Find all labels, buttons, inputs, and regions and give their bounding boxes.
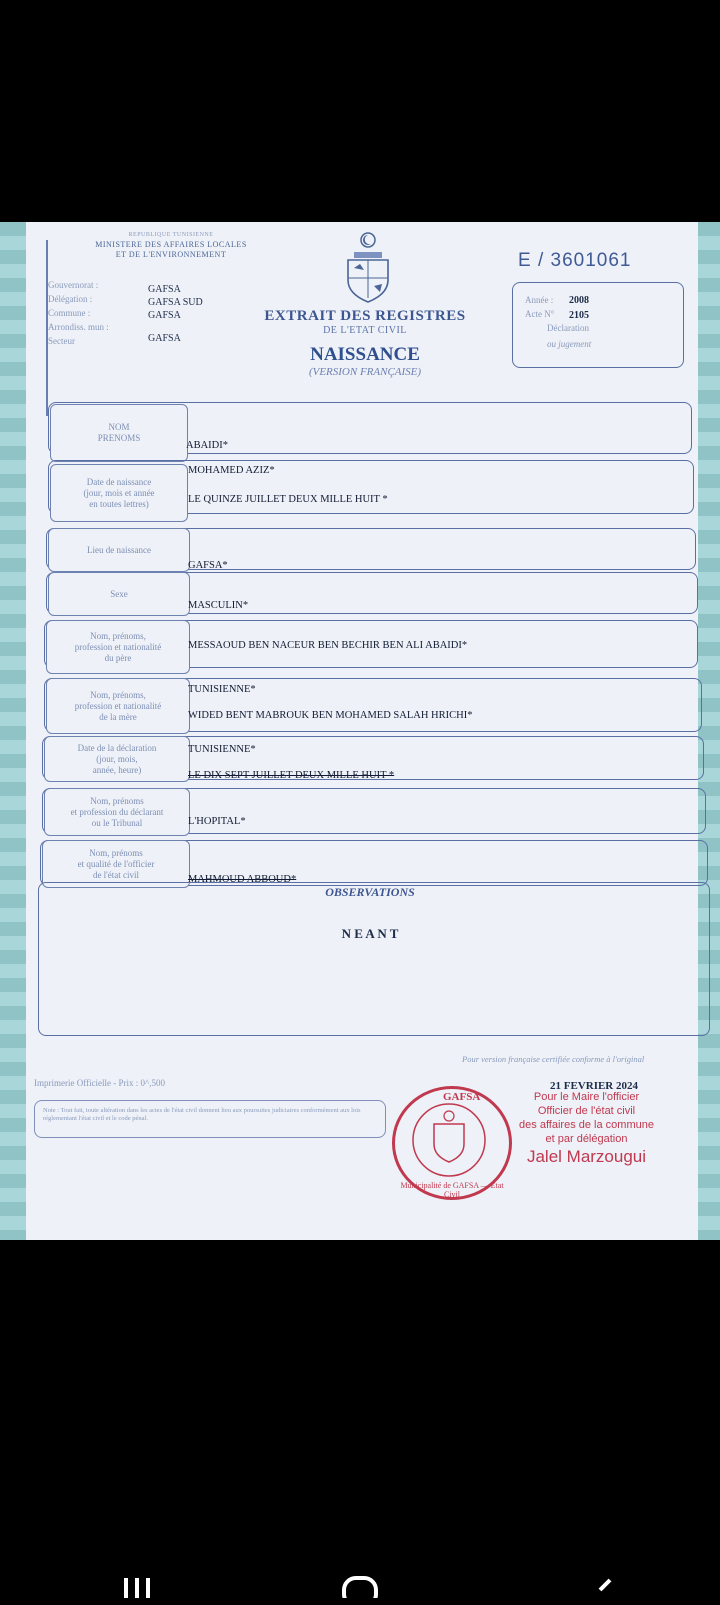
certified-text: Pour version française certifiée conforme à l'original (462, 1054, 645, 1064)
admin-value: GAFSA (148, 284, 181, 295)
coat-of-arms-icon (340, 228, 396, 306)
label-nom-prenoms: NOM PRENOMS (50, 404, 188, 462)
value-lieu-naissance: GAFSA* (188, 560, 228, 571)
value-date-declaration: LE DIX SEPT JUILLET DEUX MILLE HUIT * (188, 770, 395, 781)
header-divider (46, 240, 48, 416)
act-label: Acte N° (525, 309, 555, 319)
label-declarant: Nom, prénoms et profession du déclarant ou le Tribunal (44, 788, 190, 836)
sign-line-1: Pour le Maire l'officier (533, 1091, 640, 1103)
observations-text: N E A N T (341, 926, 399, 941)
admin-value: GAFSA (148, 310, 181, 321)
value-date-naissance: LE QUINZE JUILLET DEUX MILLE HUIT * (188, 494, 388, 505)
value-declarant: L'HOPITAL* (188, 816, 246, 827)
decorative-border-left (0, 222, 26, 1240)
label-mere: Nom, prénoms, profession et nationalité de la mère (46, 678, 190, 734)
ministry-line-2: ET DE L'ENVIRONNEMENT (115, 250, 227, 259)
admin-label: Commune : (48, 308, 91, 318)
admin-value: GAFSA (148, 333, 181, 344)
sign-line-3: des affaires de la commune (519, 1119, 654, 1131)
admin-label: Gouvernorat : (48, 280, 99, 290)
serial-number: E / 3601061 (518, 250, 632, 271)
label-lieu-naissance: Lieu de naissance (48, 528, 190, 572)
signatory-name: Jalel Marzougui (526, 1147, 647, 1166)
act-box (512, 282, 684, 368)
label-officier: Nom, prénoms et qualité de l'officier de l'état civil (42, 840, 190, 888)
declaration-text: Déclaration (547, 323, 589, 333)
note-text: Note : Tout fait, toute altération dans les actes de l'état civil donnent lieu aux poursuites judiciaires conformément aux lois réglementant l'état civil et le code pénal. (43, 1107, 361, 1122)
note-box (34, 1100, 386, 1138)
label-date-naissance: Date de naissance (jour, mois et année en toutes lettres) (50, 464, 188, 522)
admin-labels (48, 278, 158, 348)
value-mere: WIDED BENT MABROUK BEN MOHAMED SALAH HRICHI* (188, 710, 473, 721)
admin-values (148, 283, 248, 345)
issue-date: 21 FEVRIER 2024 (550, 1080, 639, 1092)
title-etat-civil: DE L'ETAT CIVIL (323, 325, 407, 336)
stamp-city: GAFSA (443, 1091, 481, 1103)
title-extrait: EXTRAIT DES REGISTRES (264, 308, 466, 324)
republic-text: REPUBLIQUE TUNISIENNE (128, 232, 214, 238)
year-value: 2008 (569, 295, 589, 306)
value-nom: ABAIDI* (186, 440, 228, 451)
year-label: Année : (525, 295, 554, 305)
document-page (0, 222, 720, 1240)
document-title (255, 308, 475, 378)
title-naissance: NAISSANCE (310, 344, 420, 365)
title-version: (VERSION FRANÇAISE) (308, 366, 422, 378)
timbre-text: Imprimerie Officielle - Prix : 0^,500 (34, 1078, 166, 1088)
observations-title: OBSERVATIONS (325, 885, 415, 899)
value-nationalite-pere: TUNISIENNE* (188, 684, 256, 695)
admin-label: Arrondiss. mun : (48, 322, 109, 332)
label-date-declaration: Date de la déclaration (jour, mois, année, heure) (44, 736, 190, 782)
value-nationalite-mere: TUNISIENNE* (188, 744, 256, 755)
act-value: 2105 (569, 310, 589, 321)
recent-apps-icon[interactable] (120, 1568, 154, 1600)
home-icon[interactable] (340, 1568, 380, 1600)
ministry-line-1: MINISTERE DES AFFAIRES LOCALES (95, 240, 247, 249)
back-icon[interactable] (590, 1568, 620, 1600)
label-pere: Nom, prénoms, profession et nationalité du père (46, 620, 190, 674)
ministry-header (56, 230, 286, 260)
sign-line-2: Officier de l'état civil (537, 1105, 636, 1117)
label-sexe: Sexe (48, 572, 190, 616)
value-sexe: MASCULIN* (188, 600, 249, 611)
stamp-ring-text: Municipalité de GAFSA — Etat Civil (400, 1181, 504, 1199)
sign-line-4: et par délégation (545, 1133, 628, 1145)
value-officier: MAHMOUD ABBOUD* (188, 874, 297, 885)
decorative-border-right (698, 222, 720, 1240)
signature-block (494, 1090, 679, 1164)
jugement-text: ou jugement (547, 339, 592, 349)
admin-label: Délégation : (48, 294, 93, 304)
value-pere: MESSAOUD BEN NACEUR BEN BECHIR BEN ALI ABAIDI* (188, 640, 468, 651)
observations-box (38, 882, 710, 1036)
admin-value: GAFSA SUD (148, 297, 203, 308)
value-prenoms: MOHAMED AZIZ* (188, 465, 275, 476)
admin-label: Secteur (48, 336, 75, 346)
